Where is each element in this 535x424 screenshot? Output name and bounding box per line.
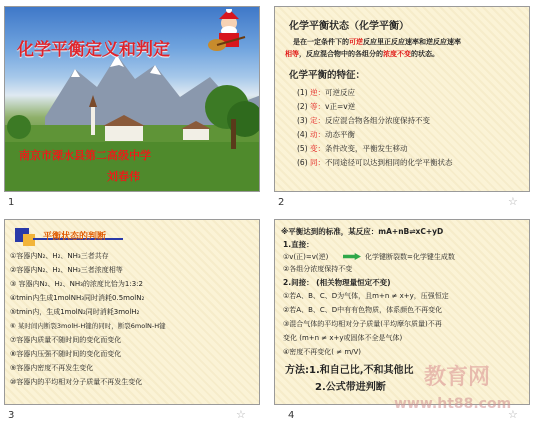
method-line: 2.公式带进判断 [315,382,386,393]
slide-number: 4 [288,410,295,421]
criteria-line: ④密度不再变化( ≠ m/V) [283,348,362,356]
slide-3-thumbnail[interactable] [4,219,260,405]
star-icon[interactable]: ☆ [508,195,518,208]
slide-1-thumbnail[interactable] [4,6,260,192]
santa-guitar-image [205,9,255,53]
definition-line-1: 是在一定条件下的可逆反应里正反应速率和逆反应速率 [293,38,461,46]
judgement-item: ⑧容器内压强不随时间的变化而变化 [10,350,122,358]
judgement-item: ④tmin内生成1molNH₃同时消耗0.5molN₂ [10,294,145,302]
judgement-item: ⑥ 某时间内断裂3molH-H键的同时，断裂6molN-H键 [10,322,166,330]
feature-heading: 化学平衡的特征： [289,70,366,81]
criteria-line: ①若A、B、C、D为气体，且m+n ≠ x+y，压强恒定 [283,292,449,300]
author-name: 刘春伟 [107,170,140,183]
slide-number: 3 [8,410,15,421]
feature-item: (3) 定：反应混合物各组分浓度保持不变 [297,116,431,125]
criteria-line: 2.间接： (相关物理量恒定不变) [283,278,391,287]
judgement-item: ⑦容器内质量不随时间的变化而变化 [10,336,122,344]
slide-4-heading: ※平衡达到的标准，某反应：mA+nB⇌xC+yD [281,227,444,236]
criteria-line: ③混合气体的平均相对分子质量(平均摩尔质量)不再 [283,320,442,328]
judgement-item: ⑤tmin内，生成1molN₂同时消耗3molH₂ [10,308,140,316]
arrow-right-icon [343,253,361,260]
watermark-url: www.ht88.com [394,396,512,412]
judgement-item: ①容器内N₂、H₂、NH₃三者共存 [10,252,109,260]
criteria-line: ②若A、B、C、D中有有色物质，体系颜色不再变化 [283,306,443,314]
feature-item: (4) 动：动态平衡 [297,130,356,139]
slide-2-thumbnail[interactable] [274,6,530,192]
slide-3-heading: 平衡状态的判断 [43,232,107,242]
judgement-item: ⑨容器内密度不再发生变化 [10,364,94,372]
slide-number: 2 [278,197,285,208]
slide-number: 1 [8,197,15,208]
feature-item: (5) 变：条件改变，平衡发生移动 [297,144,408,153]
star-icon[interactable]: ☆ [236,408,246,421]
star-icon[interactable]: ☆ [508,408,518,421]
criteria-line: 1.直接： [283,240,314,249]
decorative-square [23,234,35,246]
judgement-item: ⑩容器内的平均相对分子质量不再发生变化 [10,378,143,386]
slide-2-heading: 化学平衡状态（化学平衡） [289,21,409,32]
judgement-item: ②容器内N₂、H₂、NH₃三者浓度相等 [10,266,123,274]
watermark-text: 教育网 [424,365,491,390]
criteria-line: 变化 (m+n ≠ x+y或固体不全是气体) [283,334,403,342]
judgement-item: ③ 容器内N₂、H₂、NH₃的浓度比恰为1:3:2 [10,280,143,288]
criteria-line: ②各组分浓度保持不变 [283,265,353,273]
feature-item: (6) 同：不同途径可以达到相同的化学平衡状态 [297,158,453,167]
feature-item: (2) 等：v正=v逆 [297,102,356,111]
feature-item: (1) 逆：可逆反应 [297,88,356,97]
method-line: 方法:1.和自己比,不和其他比 [285,365,414,376]
criteria-line: ①v(正)=v(逆) [283,253,329,261]
definition-line-2: 相等，反应混合物中的各组分的浓度不变的状态。 [285,50,439,58]
slide-1-title: 化学平衡定义和判定 [17,40,170,60]
criteria-line: 化学键断裂数=化学键生成数 [365,253,455,261]
school-name: 南京市溧水县第二高级中学 [19,149,151,162]
slide-4-thumbnail[interactable] [274,219,530,405]
